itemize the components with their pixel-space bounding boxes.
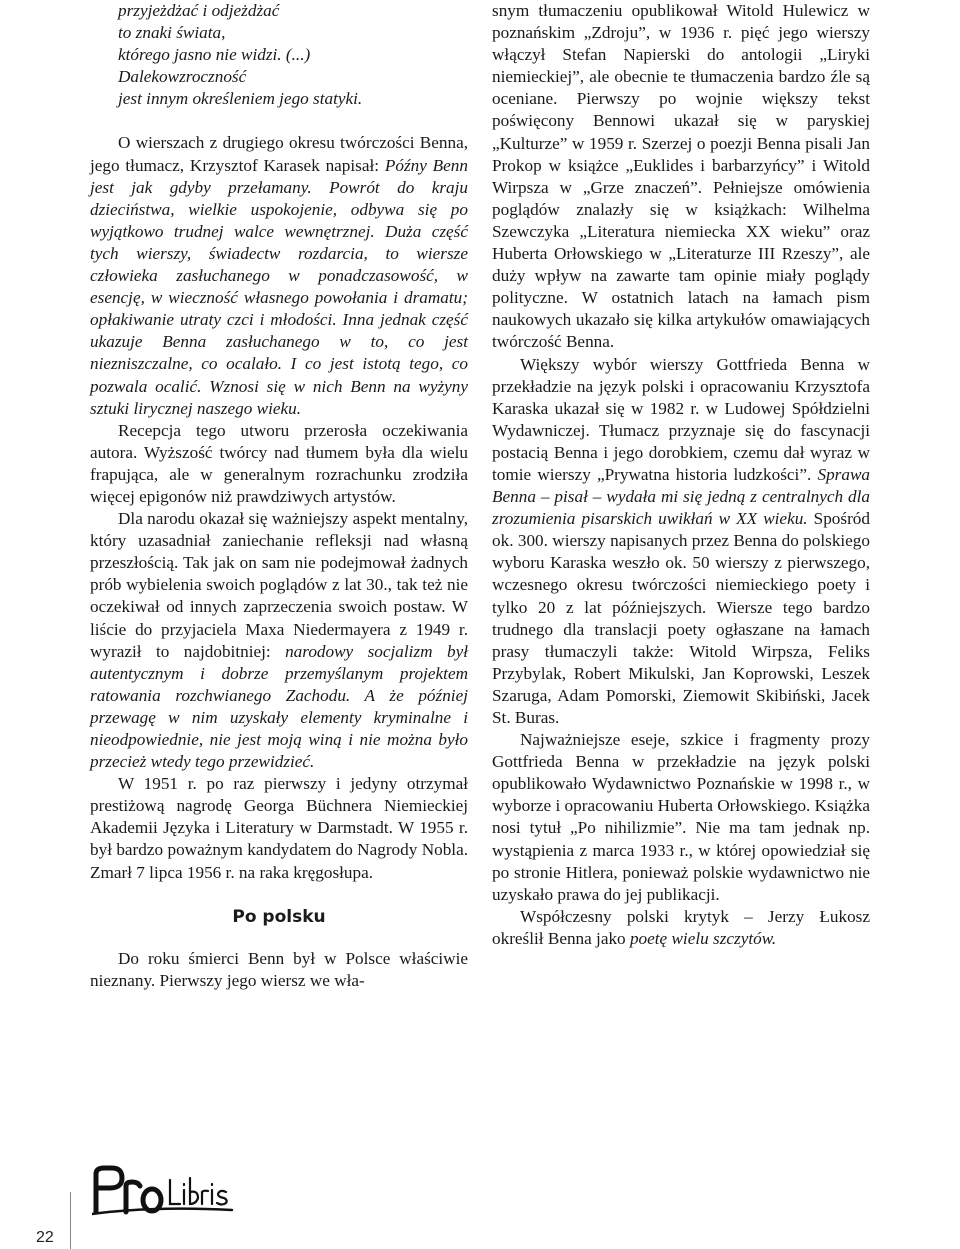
paragraph-text: Większy wybór wierszy Gottfrieda Benna w przekładzie na język polski i opracowaniu Krzysztofa Karaska ukazał się w 1982 r. w Ludowej Spółdzielni Wydawniczej. Tłumacz przyznaje się do fascynacji postacią Benna i jego dorobkiem, czemu dał wyraz w tomie wierszy „Prywatna historia ludzkości”.	[492, 354, 870, 484]
right-column	[492, 0, 870, 950]
paragraph-text: Spośród ok. 300. wierszy napisanych przez Benna do polskiego wyboru Karaska weszło ok. 50 wierszy z pierwszego, wczesnego okresu twórczości niemieckiego poety i tylko 20 z lat późniejszych. Wiersze tego bardzo trudnego dla translacji poety ogłaszane na łamach prasy tłumaczyli także: Witold Wirpsza, Feliks Przybylak, Robert Mikulski, Jan Koprowski, Leszek Szaruga, Adam Pomorski, Ziemowit Skibiński, Jacek St. Buras.	[492, 509, 870, 727]
paragraph	[90, 508, 468, 773]
footer-divider	[70, 1192, 71, 1249]
quote-text: Sprawa Benna – pisał – wydała mi się jedną z centralnych dla zrozumienia pisarskich uwikłań w XX wieku.	[492, 464, 870, 529]
poem-line: przyjeżdżać i odjeżdżać	[118, 1, 280, 20]
paragraph-text: O wierszach z drugiego okresu twórczości Benna, jego tłumacz, Krzysztof Karasek napisał:	[90, 133, 468, 175]
paragraph: Najważniejsze eseje, szkice i fragmenty prozy Gottfrieda Benna w przekładzie na język polski opublikowało Wydawnictwo Poznańskie w 1998 r., w wyborze i opracowaniu Huberta Orłowskiego. Książka nosi tytuł „Po nihilizmie”. Nie ma tam jednak np. wystąpienia z marca 1933 r., w której opowiedział się po stronie Hitlera, ponieważ polskie wydawnictwo nie uzyskało prawa do jej publikacji.	[492, 730, 870, 904]
paragraph: snym tłumaczeniu opublikował Witold Hulewicz w poznańskim „Zdroju”, w 1936 r. pięć jego wierszy włączył Stefan Napierski do antologii „Liryki niemieckiej”, ale obecnie te tłumaczenia bardzo źle są oceniane. Pierwszy po wojnie większy tekst poświęcony Bennowi ukazał się w paryskiej „Kulturze” w 1959 r. Szerzej o poezji Benna pisali Jan Prokop w książce „Euklides i barbarzyńcy” i Witold Wirpsza w „Grze znaczeń”. Pełniejsze omówienia poglądów znalazły się w książkach: Wilhelma Szewczyka „Literatura niemiecka XX wieku” oraz Huberta Orłowskiego w „Literaturze III Rzeszy”, ale duży wpływ na zawarte tam opinie miały poglądy polityczne. W ostatnich latach na łamach pism naukowych ukazało się kilka artykułów omawiających twórczość Benna.	[492, 1, 870, 352]
poem-line: Dalekowzroczność	[118, 67, 247, 87]
paragraph: Do roku śmierci Benn był w Polsce właściwie nieznany. Pierwszy jego wiersz we wła-	[90, 948, 468, 990]
poem-quote	[90, 0, 468, 110]
paragraph-text: Dla narodu okazał się ważniejszy aspekt mentalny, który uzasadniał zaniechanie refleksji nad własną przeszłością. Tak jak on sam nie podejmował żadnych prób wybielenia swoich poglądów z lat 30., tak też nie oczekiwał od innych zaprzeczenia swoich postaw. W liście do przyjaciela Maxa Niedermayera z 1949 r. wyraził to najdobitniej:	[90, 509, 468, 661]
poem-line: jest innym określeniem jego statyki.	[118, 89, 363, 109]
paragraph	[492, 354, 870, 730]
paragraph	[492, 906, 870, 950]
poem-line: którego jasno nie widzi. (...)	[118, 45, 311, 65]
quote-text: narodowy socjalizm był autentycznym i dobrze przemyślanym projektem ratowania rozchwianego Zachodu. A że później przewagę w nim uzyskały elementy kryminalne i nieodpowiednie, nie jest moją winą i nie można było przecież wtedy tego przewidzieć.	[90, 641, 468, 772]
left-column	[90, 0, 468, 992]
section-heading: Po polsku	[232, 906, 326, 927]
poem-line: to znaki świata,	[118, 23, 226, 43]
paragraph	[90, 132, 468, 419]
quote-text: poetę wielu szczytów.	[629, 928, 777, 948]
pro-libris-logo	[92, 1160, 242, 1220]
page-number: 22	[36, 1229, 54, 1246]
paragraph: Recepcja tego utworu przerosła oczekiwania autora. Wyższość twórcy nad tłumem była dla wielu frapująca, ale w generalnym rozrachunku zrodziła więcej epigonów niż prawdziwych artystów.	[90, 420, 468, 506]
quote-text: Późny Benn jest jak gdyby przełamany. Powrót do kraju dzieciństwa, wielkie uspokojenie, odbywa się po wyjątkowo trudnej walce wewnętrznej. Duża część tych wierszy, świadectw rozdarcia, to wiersze człowieka zasłuchanego w ponadczasowość, w esencję, w wieczność własnego powołania i dramatu; opłakiwanie utraty czci i młodości. Inna jednak część ukazuje Benna zasłuchanego w to, co jest niezniszczalne, co ocalało. I co jest istotą tego, co pozwala ocalić. Wznosi się w nich Benn na wyżyny sztuki lirycznej naszego wieku.	[90, 155, 468, 418]
paragraph: W 1951 r. po raz pierwszy i jedyny otrzymał prestiżową nagrodę Georga Büchnera Niemieckiej Akademii Języka i Literatury w Darmstadt. W 1955 r. był bardzo poważnym kandydatem do Nagrody Nobla. Zmarł 7 lipca 1956 r. na raka kręgosłupa.	[90, 774, 468, 882]
paragraph-text: Współczesny polski krytyk – Jerzy Łukosz określił Benna jako	[492, 906, 870, 948]
